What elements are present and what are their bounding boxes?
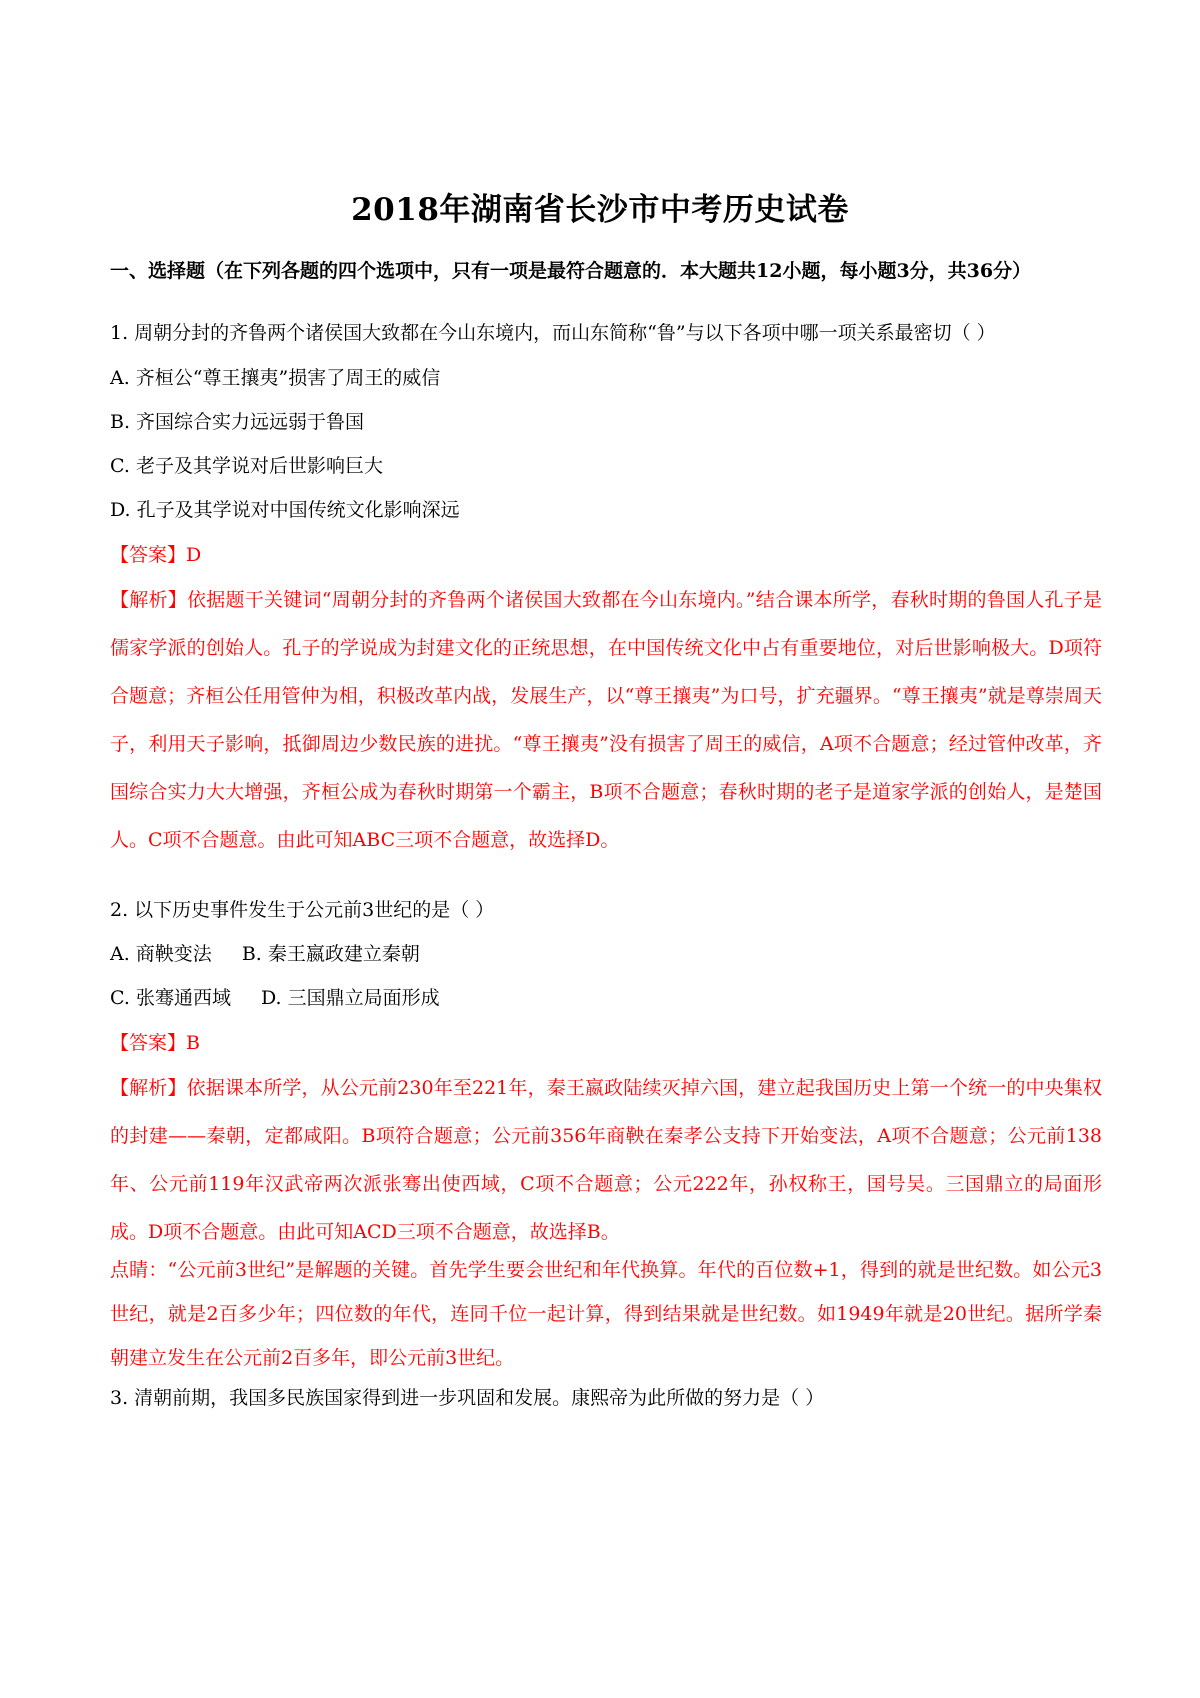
question-1-option-b: B. 齐国综合实力远远弱于鲁国 [110,411,365,433]
question-1-option-a: A. 齐桓公“尊王攘夷”损害了周王的威信 [110,367,441,389]
question-1-analysis: 【解析】依据题干关键词“周朝分封的齐鲁两个诸侯国大致都在今山东境内。”结合课本所学，春秋时期的鲁国人孔子是儒家学派的创始人。孔子的学说成为封建文化的正统思想，在中国传统文化中占有重要地位，对后世影响极大。D项符合题意；齐桓公任用管仲为相，积极改革内战，发展生产，以“尊王攘夷”为口号，扩充疆界。“尊王攘夷”就是尊崇周天子，利用天子影响，抵御周边少数民族的进扰。“尊王攘夷”没有损害了周王的威信，A项不合题意；经过管仲改革，齐国综合实力大大增强，齐桓公成为春秋时期第一个霸主，B项不合题意；春秋时期的老子是道家学派的创始人，是楚国人。C项不合题意。由此可知ABC三项不合题意，故选择D。 [110,589,1102,851]
question-2-options-row-1 [110,941,420,967]
question-2-option-d: D. 三国鼎立局面形成 [260,987,440,1009]
answer-value: D [186,544,202,566]
question-2-option-b: B. 秦王嬴政建立秦朝 [241,943,420,965]
page-title: 2018年湖南省长沙市中考历史试卷 [351,192,849,228]
question-1-option-c: C. 老子及其学说对后世影响巨大 [110,455,383,477]
question-2-option-c: C. 张骞通西域 [110,987,231,1009]
question-2-answer [110,1030,200,1056]
question-3-stem: 3. 清朝前期，我国多民族国家得到进一步巩固和发展。康熙帝为此所做的努力是（ ） [110,1387,825,1409]
answer-label: 【答案】 [110,544,187,566]
section-heading: 一、选择题（在下列各题的四个选项中，只有一项是最符合题意的．本大题共12小题，每小题3分，共36分） [110,260,1032,282]
answer-value: B [186,1032,200,1054]
question-2-analysis: 【解析】依据课本所学，从公元前230年至221年，秦王嬴政陆续灭掉六国，建立起我国历史上第一个统一的中央集权的封建——秦朝，定都咸阳。B项符合题意；公元前356年商鞅在秦孝公支持下开始变法，A项不合题意；公元前138年、公元前119年汉武帝两次派张骞出使西域，C项不合题意；公元222年，孙权称王，国号吴。三国鼎立的局面形成。D项不合题意。由此可知ACD三项不合题意，故选择B。 [110,1077,1102,1243]
question-2-note: 点睛：“公元前3世纪”是解题的关键。首先学生要会世纪和年代换算。年代的百位数+1，得到的就是世纪数。如公元3世纪，就是2百多少年；四位数的年代，连同千位一起计算，得到结果就是世纪数。如1949年就是20世纪。据所学秦朝建立发生在公元前2百多年，即公元前3世纪。 [110,1259,1102,1369]
question-1-option-d: D. 孔子及其学说对中国传统文化影响深远 [110,499,460,521]
question-2-options-row-2 [110,985,440,1011]
question-1-answer [110,542,201,568]
question-1-stem: 1. 周朝分封的齐鲁两个诸侯国大致都在今山东境内，而山东简称“鲁”与以下各项中哪一项关系最密切（ ） [110,322,996,344]
answer-label: 【答案】 [110,1032,187,1054]
question-2-stem: 2. 以下历史事件发生于公元前3世纪的是（ ） [110,899,495,921]
question-2-option-a: A. 商鞅变法 [110,943,212,965]
